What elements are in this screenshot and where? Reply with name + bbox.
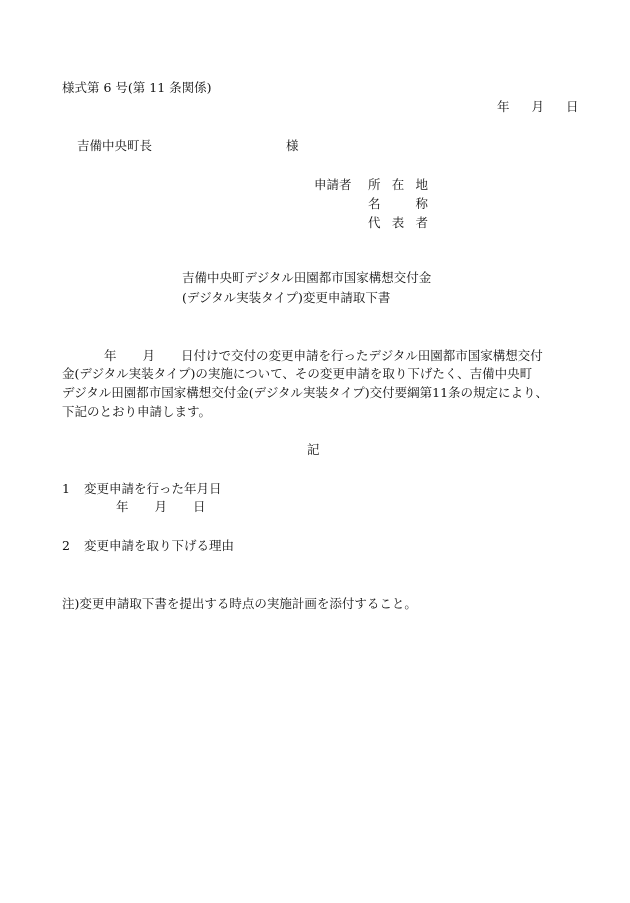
item-1 <box>62 481 221 497</box>
applicant-label: 申請者 <box>314 177 352 192</box>
body-line-4: 下記のとおり申請します。 <box>62 404 212 419</box>
body-month: 月 <box>142 348 156 363</box>
applicant-representative-label <box>368 215 428 231</box>
date-day: 日 <box>565 99 579 114</box>
name-char-1: 名 <box>368 196 381 211</box>
rep-char-2: 表 <box>391 215 405 230</box>
address-char-1: 所 <box>368 177 381 192</box>
body-line-3: デジタル田園都市国家構想交付金(デジタル実装タイプ)交付要綱第11条の規定により、 <box>62 385 549 400</box>
item-1-number: 1 <box>62 481 70 496</box>
document-title-line-2: (デジタル実装タイプ)変更申請取下書 <box>182 290 391 305</box>
document-title-line-1: 吉備中央町デジタル田園都市国家構想交付金 <box>182 270 432 285</box>
rep-char-1: 代 <box>368 215 381 230</box>
item-1-date <box>116 499 206 515</box>
body-line-1 <box>62 348 543 364</box>
applicant-address-label <box>368 177 428 193</box>
rep-char-3: 者 <box>415 215 428 230</box>
date-line <box>497 99 578 115</box>
date-year: 年 <box>497 99 510 114</box>
addressee-name: 吉備中央町長 <box>77 138 153 153</box>
address-char-3: 地 <box>415 177 428 192</box>
item-2-label: 変更申請を取り下げる理由 <box>83 538 234 553</box>
form-number: 様式第 6 号(第 11 条関係) <box>62 80 212 95</box>
item-1-label: 変更申請を行った年月日 <box>83 481 222 496</box>
note: 注)変更申請取下書を提出する時点の実施計画を添付すること。 <box>62 596 417 611</box>
body-year: 年 <box>104 348 117 363</box>
body-line-2: 金(デジタル実装タイプ)の実施について、その変更申請を取り下げたく、吉備中央町 <box>62 366 533 381</box>
item-2-number: 2 <box>62 538 70 553</box>
body-line-1-rest: 日付けで交付の変更申請を行ったデジタル田園都市国家構想交付 <box>181 348 543 363</box>
item-1-day: 日 <box>193 499 206 514</box>
item-1-year: 年 <box>116 499 129 514</box>
address-char-2: 在 <box>391 177 405 192</box>
item-2 <box>62 538 234 554</box>
item-1-month: 月 <box>154 499 168 514</box>
name-char-2: 称 <box>415 196 428 211</box>
ki-heading: 記 <box>307 442 320 457</box>
date-month: 月 <box>531 99 544 114</box>
addressee-honorific: 様 <box>286 138 299 153</box>
applicant-name-label <box>368 196 428 212</box>
